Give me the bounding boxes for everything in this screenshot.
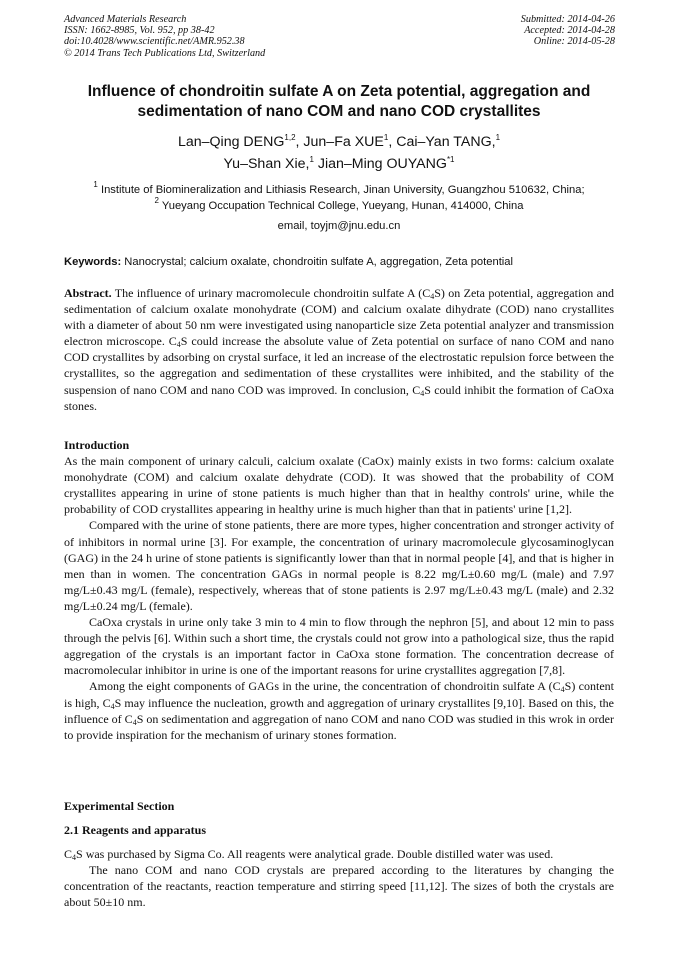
reagents-subheading: 2.1 Reagents and apparatus <box>64 823 207 838</box>
subscript: 4 <box>420 388 425 398</box>
contact-email: email, toyjm@jnu.edu.cn <box>277 220 401 232</box>
author-line-2 <box>64 153 614 175</box>
paragraph-text: S was purchased by Sigma Co. All reagents were analytical grade. Double distilled water was used. <box>76 847 554 862</box>
submitted-date: Submitted: 2014-04-26 <box>520 14 615 25</box>
keywords-label: Keywords: <box>64 256 122 268</box>
affiliation-text: Institute of Biomineralization and Lithiasis Research, Jinan University, Guangzhou 510632, China; <box>97 184 585 196</box>
journal-info <box>64 14 265 59</box>
author-affil-mark: *1 <box>446 155 455 164</box>
experimental-heading: Experimental Section <box>64 799 175 813</box>
affiliation-mark: 1 <box>93 180 98 189</box>
abstract-label: Abstract. <box>64 286 112 300</box>
affiliation-text: Yueyang Occupation Technical College, Yueyang, Hunan, 414000, China <box>158 200 524 212</box>
subscript: 4 <box>430 292 435 301</box>
subscript: 4 <box>110 701 115 711</box>
accepted-date: Accepted: 2014-04-28 <box>524 25 615 37</box>
title-line-1: Influence of chondroitin sulfate A on Zeta potential, aggregation and <box>87 83 591 100</box>
subscript: 4 <box>132 717 137 727</box>
paragraph-text: C <box>64 847 73 862</box>
paragraph-text: S on sedimentation and aggregation of nano COM and nano COD was studied in this wrok in order to provide inspiration for the mechanism of urinary stones formation. <box>64 711 614 742</box>
abstract <box>64 285 614 414</box>
doi-line: doi:10.4028/www.scientific.net/AMR.952.38 <box>64 36 245 48</box>
author-name: Lan–Qing DENG <box>177 134 285 150</box>
title-line-2: sedimentation of nano COM and nano COD crystallites <box>137 103 541 120</box>
paper-title <box>64 82 614 122</box>
author-name: , Jun–Fa XUE <box>295 134 384 150</box>
online-date: Online: 2014-05-28 <box>533 36 615 48</box>
abstract-text: S could increase the absolute value of Zeta potential on surface of nano COM and nano COD crystallites by adsorbing on crystal surface, it led an increase of the electrostatic repulsion force between the crystallites, so the aggregation and sedimentation of these crystallites were inhibited, and the stability of the suspension of nano COM and nano COD was improved. In conclusion, C <box>64 334 615 397</box>
affiliation-mark: 2 <box>154 196 159 205</box>
affiliations <box>56 182 622 214</box>
introduction-heading: Introduction <box>64 438 130 452</box>
issn-line: ISSN: 1662-8985, Vol. 952, pp 38-42 <box>64 25 215 37</box>
publication-dates <box>521 14 615 48</box>
paragraph-text: S) content is high, C <box>64 679 614 710</box>
subscript: 4 <box>176 340 181 350</box>
affiliation-2 <box>56 198 622 214</box>
experimental-section <box>64 798 614 911</box>
author-name: , Cai–Yan TANG, <box>388 134 496 150</box>
subscript: 4 <box>560 685 565 695</box>
author-name: Yu–Shan Xie, <box>223 156 310 172</box>
intro-paragraph-2: Compared with the urine of stone patients, there are more types, higher concentration and stronger activity of of inhibitors in normal urine [3]. For example, the concentration of urinary macromolecule glycosaminoglycan (GAG) in the 24 h urine of stone patients is significantly lower than that in normal people [4], and that is higher in men than in women. The concentration GAGs in normal people is 8.22 mg/L±0.60 mg/L (male) and 7.97 mg/L±0.43 mg/L (female), respectively, whereas that of stone patients is 2.97 mg/L±0.43 mg/L (male) and 2.32 mg/L±0.24 mg/L (female). <box>64 518 614 613</box>
author-affil-mark: 1 <box>383 133 389 142</box>
author-list <box>64 131 614 175</box>
author-affil-mark: 1 <box>309 155 314 164</box>
paragraph-text: Among the eight components of GAGs in the urine, the concentration of chondroitin sulfate A (C <box>89 679 561 694</box>
intro-paragraph-3: CaOxa crystals in urine only take 3 min to 4 min to flow through the nephron [5], and about 12 min to pass through the pelvis [6]. Within such a short time, the crystals could not grow into a pathological size, thus the rapid aggregation of the crystals is an important factor in CaOxa stone formation. The concentration decrease of macromolecular inhibitor in urine is one of the important reasons for urine crystallites aggregation [7,8]. <box>64 615 614 678</box>
keywords-text: Nanocrystal; calcium oxalate, chondroitin sulfate A, aggregation, Zeta potential <box>121 256 513 268</box>
subscript: 4 <box>72 853 77 863</box>
introduction-section <box>64 437 614 743</box>
author-affil-mark: 1 <box>495 133 501 142</box>
affiliation-1 <box>56 182 622 198</box>
intro-paragraph-1: As the main component of urinary calculi, calcium oxalate (CaOx) mainly exists in two forms: calcium oxalate monohydrate (COM) and calcium oxalate dehydrate (COD). It was showed that the probability of COM crystallites appearing in urine of stone patients is much higher than that in healthy controls' urine, while the probability of COD crystallites appearing in healthy urine is much higher than that in patients' urine [1,2]. <box>64 454 614 517</box>
journal-name: Advanced Materials Research <box>64 14 187 25</box>
copyright-line: © 2014 Trans Tech Publications Ltd, Switzerland <box>64 47 266 59</box>
intro-paragraph-4 <box>64 678 614 742</box>
abstract-text: S) on Zeta potential, aggregation and sedimentation of calcium oxalate monohydrate (COM) and calcium oxalate dihydrate (COD) nano crystallites with a diameter of about 50 nm were investigated using nanoparticle size Zeta potential analyzer and transmission electron microscope. C <box>64 286 614 349</box>
keywords <box>64 256 616 268</box>
abstract-paragraph <box>64 285 614 414</box>
experimental-paragraph-2: The nano COM and nano COD crystals are prepared according to the literatures by changing the concentration of the reactants, reaction temperature and stirring speed [11,12]. The sizes of both the crystals are about 50±10 nm. <box>64 863 614 910</box>
paragraph-text: S may influence the nucleation, growth and aggregation of urinary crystallites [9,10]. Based on this, the influence of C <box>64 695 614 726</box>
experimental-paragraph-1 <box>64 846 614 862</box>
author-line-1 <box>64 131 614 153</box>
author-affil-mark: 1,2 <box>284 133 296 142</box>
author-name: Jian–Ming OUYANG <box>313 156 447 172</box>
abstract-text: S could inhibit the formation of CaOxa stones. <box>64 382 615 413</box>
abstract-text: The influence of urinary macromolecule chondroitin sulfate A (C <box>111 286 431 300</box>
